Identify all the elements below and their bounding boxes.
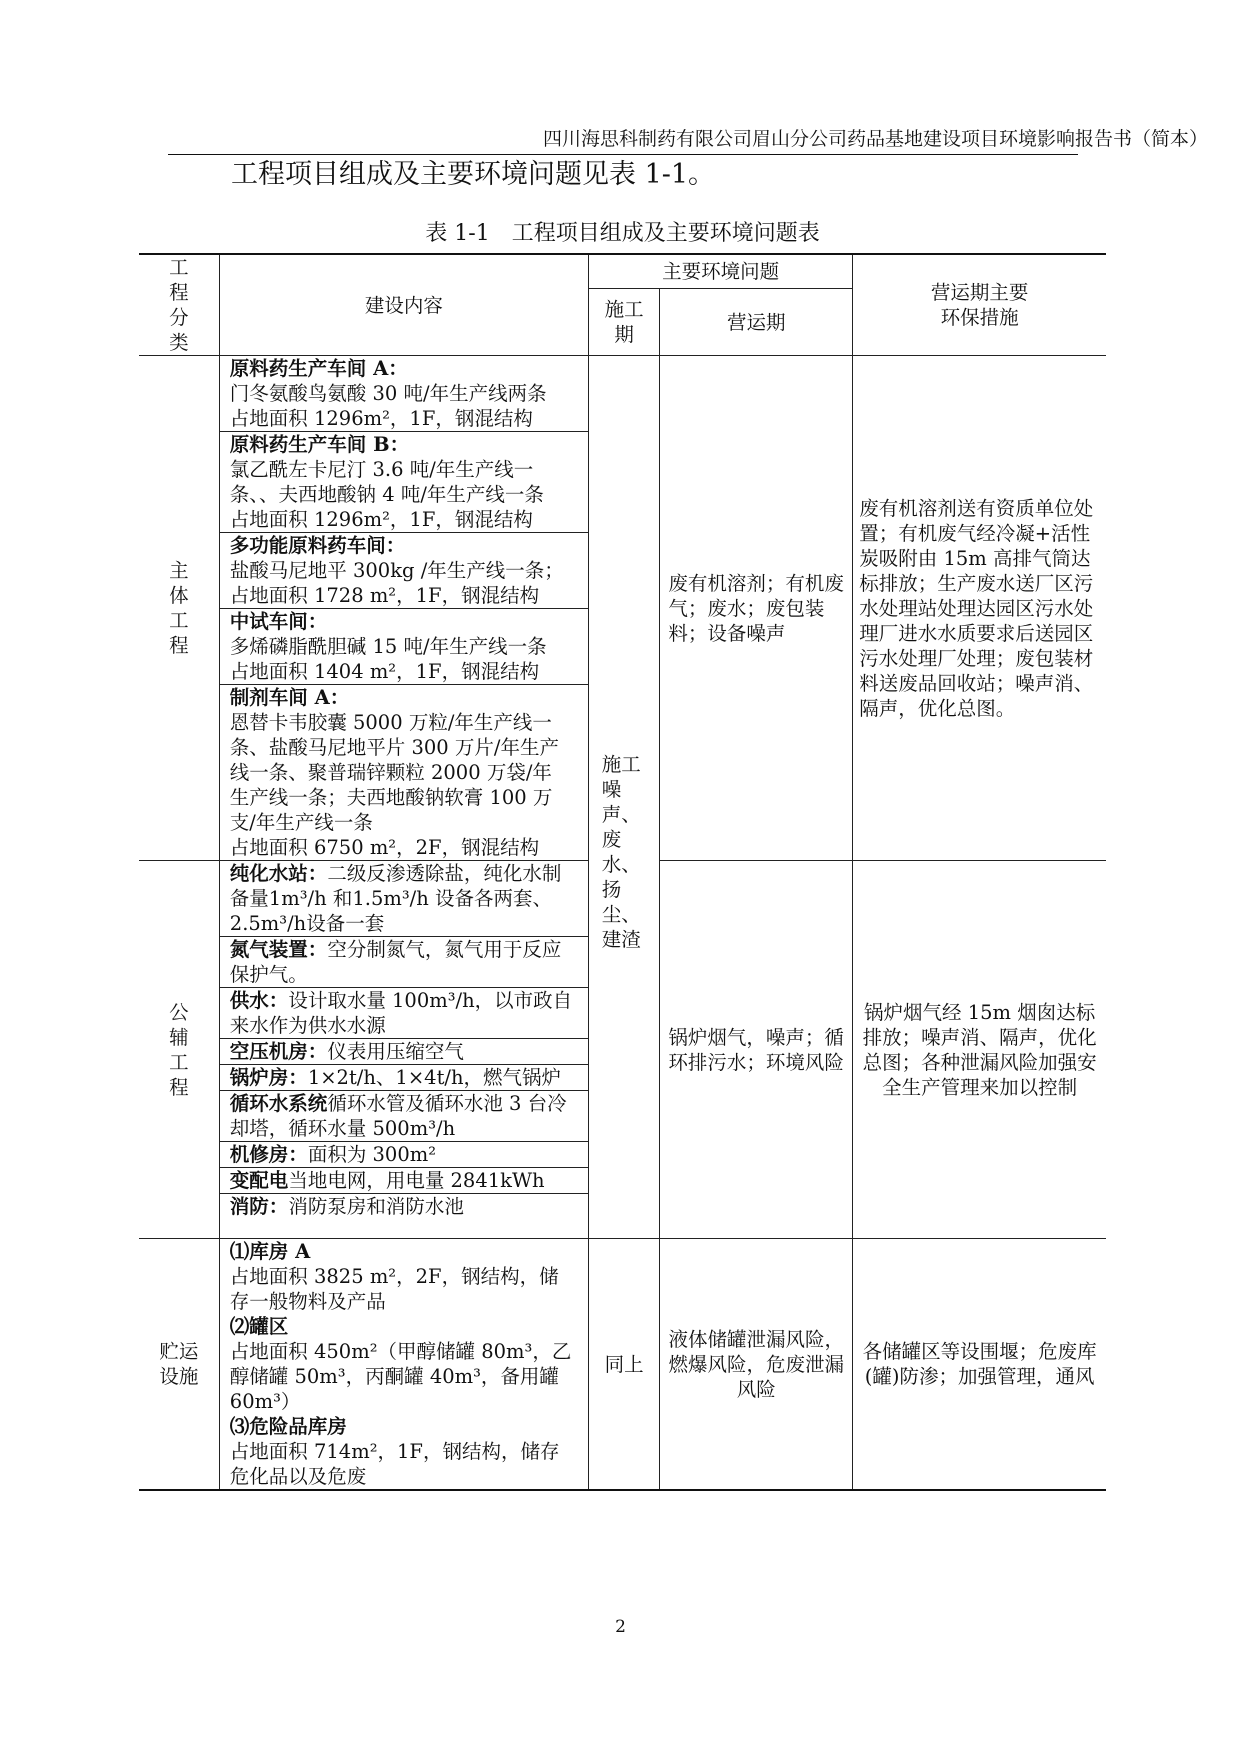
- content-cell: [219, 861, 588, 1239]
- content-block: 供水：设计取水量 100m³/h，以市政自来水作为供水水源: [220, 988, 588, 1039]
- content-block: 原料药生产车间 A： 门冬氨酸鸟氨酸 30 吨/年生产线两条 占地面积 1296m²，1F，钢混结构: [220, 356, 588, 432]
- category-cell: 贮运设施: [139, 1239, 219, 1491]
- intro-sentence: 工程项目组成及主要环境问题见表 1-1。: [231, 159, 716, 190]
- content-block: 多功能原料药车间： 盐酸马尼地平 300kg /年生产线一条； 占地面积 1728 m²，1F，钢混结构: [220, 533, 588, 609]
- content-block: 制剂车间 A： 恩替卡韦胶囊 5000 万粒/年生产线一 条、盐酸马尼地平片 300 万片/年生产 线一条、聚普瑞锌颗粒 2000 万袋/年 生产线一条；夫西地酸钠软膏 100 万 支/年生产线一条 占地面积 6750 m²，2F，钢混结构: [229, 686, 559, 859]
- measures-cell: 锅炉烟气经 15m 烟囱达标排放；噪声消、隔声，优化总图；各种泄漏风险加强安全生产管理来加以控制: [853, 861, 1106, 1239]
- category-cell: 主体工程: [139, 356, 219, 861]
- content-block: 循环水系统循环水管及循环水池 3 台冷却塔，循环水量 500m³/h: [220, 1091, 588, 1142]
- header-env-issues: 主要环境问题: [588, 254, 852, 289]
- header-category: 工程分类: [139, 254, 219, 356]
- operation-cell: 锅炉烟气，噪声；循环排污水；环境风险: [660, 861, 853, 1239]
- project-composition-table: [139, 253, 1106, 1491]
- content-cell: ⑴库房 A 占地面积 3825 m²，2F，钢结构，储 存一般物料及产品 ⑵罐区 占地面积 450m²（甲醇储罐 80m³，乙 醇储罐 50m³，丙酮罐 40m³，备用罐 60m³） ⑶危险品库房 占地面积 714m²，1F，钢结构，储存 危化品以及危废: [219, 1239, 588, 1491]
- header-content: 建设内容: [219, 254, 588, 356]
- content-block: 锅炉房：1×2t/h、1×4t/h，燃气锅炉: [220, 1065, 588, 1091]
- content-block: 氮气装置：空分制氮气，氮气用于反应保护气。: [220, 937, 588, 988]
- operation-cell: 废有机溶剂；有机废气；废水；废包装料；设备噪声: [660, 356, 853, 861]
- operation-cell: 液体储罐泄漏风险，燃爆风险，危废泄漏风险: [660, 1239, 853, 1491]
- measures-cell: 废有机溶剂送有资质单位处置；有机废气经冷凝+活性炭吸附由 15m 高排气筒达标排放；生产废水送厂区污水处理站处理达园区污水处理厂进水水质要求后送园区污水处理厂处理；废包装材料送废品回收站；噪声消、隔声，优化总图。: [853, 356, 1106, 861]
- table-row-main-works: [139, 356, 1106, 861]
- content-block: 消防：消防泵房和消防水池: [229, 1195, 464, 1218]
- content-block: 机修房：面积为 300m²: [220, 1142, 588, 1168]
- header-measures: 营运期主要 环保措施: [853, 254, 1106, 356]
- content-block: 变配电当地电网，用电量 2841kWh: [220, 1168, 588, 1194]
- page-number: 2: [615, 1617, 626, 1637]
- header-construction-phase: 施工期: [588, 289, 659, 356]
- running-header: 四川海思科制药有限公司眉山分公司药品基地建设项目环境影响报告书（简本）: [542, 128, 1208, 150]
- content-block: 原料药生产车间 B： 氯乙酰左卡尼汀 3.6 吨/年生产线一 条、、夫西地酸钠 4 吨/年生产线一条 占地面积 1296m²，1F，钢混结构: [220, 432, 588, 533]
- content-block: 纯化水站：二级反渗透除盐，纯化水制备量1m³/h 和1.5m³/h 设备各两套、2.5m³/h设备一套: [220, 861, 588, 937]
- content-block: 空压机房：仪表用压缩空气: [220, 1039, 588, 1065]
- table-row-storage-transport: [139, 1239, 1106, 1491]
- content-cell: [219, 356, 588, 861]
- content-block: 中试车间： 多烯磷脂酰胆碱 15 吨/年生产线一条 占地面积 1404 m²，1F，钢混结构: [220, 609, 588, 685]
- table-caption: 表 1-1 工程项目组成及主要环境问题表: [425, 221, 820, 246]
- category-cell: 公辅工程: [139, 861, 219, 1239]
- construction-phase-cell: 同上: [588, 1239, 659, 1491]
- header-operation-phase: 营运期: [660, 289, 853, 356]
- measures-cell: 各储罐区等设围堰；危废库(罐)防渗；加强管理，通风: [853, 1239, 1106, 1491]
- construction-phase-cell: 施工噪声、废水、扬尘、建渣: [588, 356, 659, 1239]
